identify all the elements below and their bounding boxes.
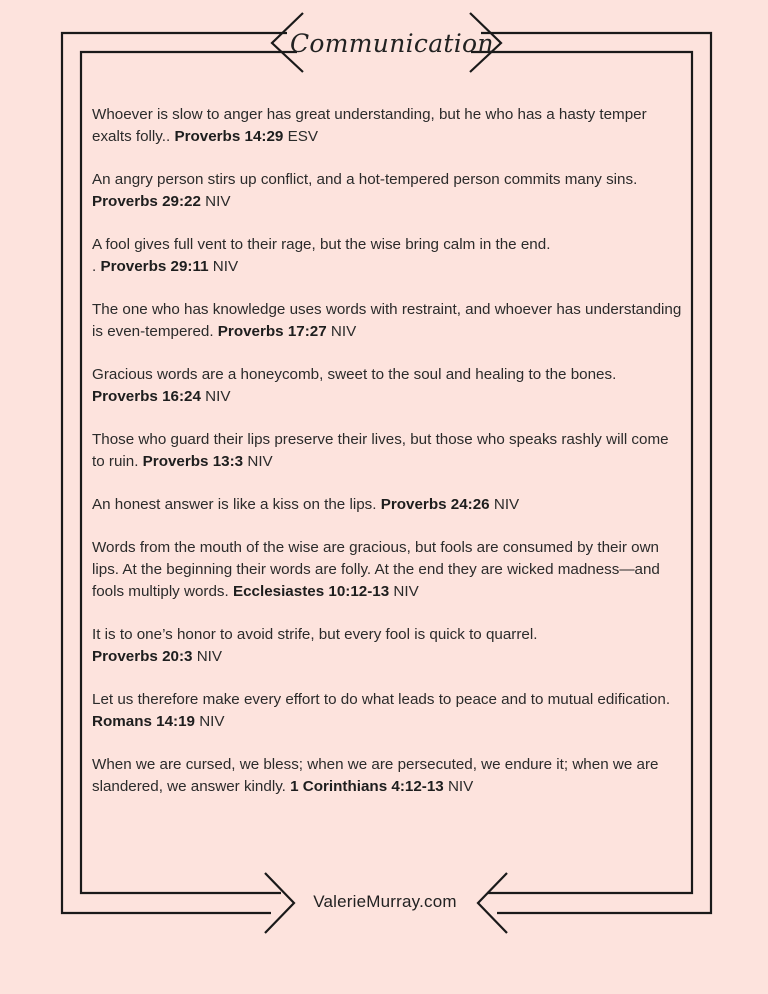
- verse-item: An honest answer is like a kiss on the lips. Proverbs 24:26 NIV: [92, 496, 520, 513]
- verse-item: Those who guard their lips preserve their lives, but those who speaks rashly will come to ruin. Proverbs 13:3 NIV: [92, 431, 669, 470]
- verse-item: A fool gives full vent to their rage, but the wise bring calm in the end. . Proverbs 29:11 NIV: [92, 236, 551, 275]
- verse-version: NIV: [389, 583, 419, 600]
- verse-reference: Proverbs 17:27: [217, 323, 327, 340]
- verse-version: NIV: [326, 323, 357, 340]
- verse-reference: 1 Corinthians 4:12-13: [290, 778, 444, 795]
- verse-version: NIV: [200, 388, 231, 405]
- page-title: Communication: [290, 29, 494, 58]
- verse-reference: Proverbs 20:3: [92, 648, 193, 665]
- verse-version: NIV: [192, 648, 223, 665]
- verse-item: An angry person stirs up conflict, and a hot-tempered person commits many sins. Proverbs 29:22 NIV: [92, 171, 638, 210]
- verse-item: Whoever is slow to anger has great understanding, but he who has a hasty temper exalts folly.. Proverbs 14:29 ESV: [92, 106, 647, 145]
- verse-version: ESV: [283, 128, 318, 145]
- verse-item: Let us therefore make every effort to do what leads to peace and to mutual edification. Romans 14:19 NIV: [92, 691, 671, 730]
- verse-item: The one who has knowledge uses words with restraint, and whoever has understanding is even-tempered. Proverbs 17:27 NIV: [92, 301, 682, 340]
- verse-reference: Proverbs 29:22: [92, 193, 201, 210]
- verse-version: NIV: [489, 496, 520, 513]
- verse-list: [92, 104, 682, 819]
- verse-item: When we are cursed, we bless; when we are persecuted, we endure it; when we are slandered, we answer kindly. 1 Corinthians 4:12-13 NIV: [92, 756, 659, 795]
- verse-reference: Romans 14:19: [92, 713, 195, 730]
- footer-right-arrowhead: [478, 873, 507, 933]
- verse-reference: Proverbs 14:29: [174, 128, 284, 145]
- site-url: ValerieMurray.com: [313, 892, 457, 911]
- verse-version: NIV: [208, 258, 239, 275]
- verse-reference: Proverbs 24:26: [380, 496, 490, 513]
- verse-reference: Proverbs 16:24: [92, 388, 201, 405]
- verse-reference: Proverbs 29:11: [100, 258, 209, 275]
- verse-version: NIV: [443, 778, 474, 795]
- verse-reference: Ecclesiastes 10:12-13: [232, 583, 390, 600]
- verse-version: NIV: [200, 193, 231, 210]
- verse-reference: Proverbs 13:3: [142, 453, 244, 470]
- verse-version: NIV: [194, 713, 225, 730]
- verse-version: NIV: [243, 453, 273, 470]
- verse-item: Gracious words are a honeycomb, sweet to the soul and healing to the bones. Proverbs 16:24 NIV: [92, 366, 617, 405]
- verse-item: Words from the mouth of the wise are gracious, but fools are consumed by their own lips. At the beginning their words are folly. At the end they are wicked madness—and fools multiply words. Ecclesiastes 10:12-13 NIV: [92, 539, 660, 600]
- verse-item: It is to one’s honor to avoid strife, but every fool is quick to quarrel. Proverbs 20:3 NIV: [92, 626, 538, 665]
